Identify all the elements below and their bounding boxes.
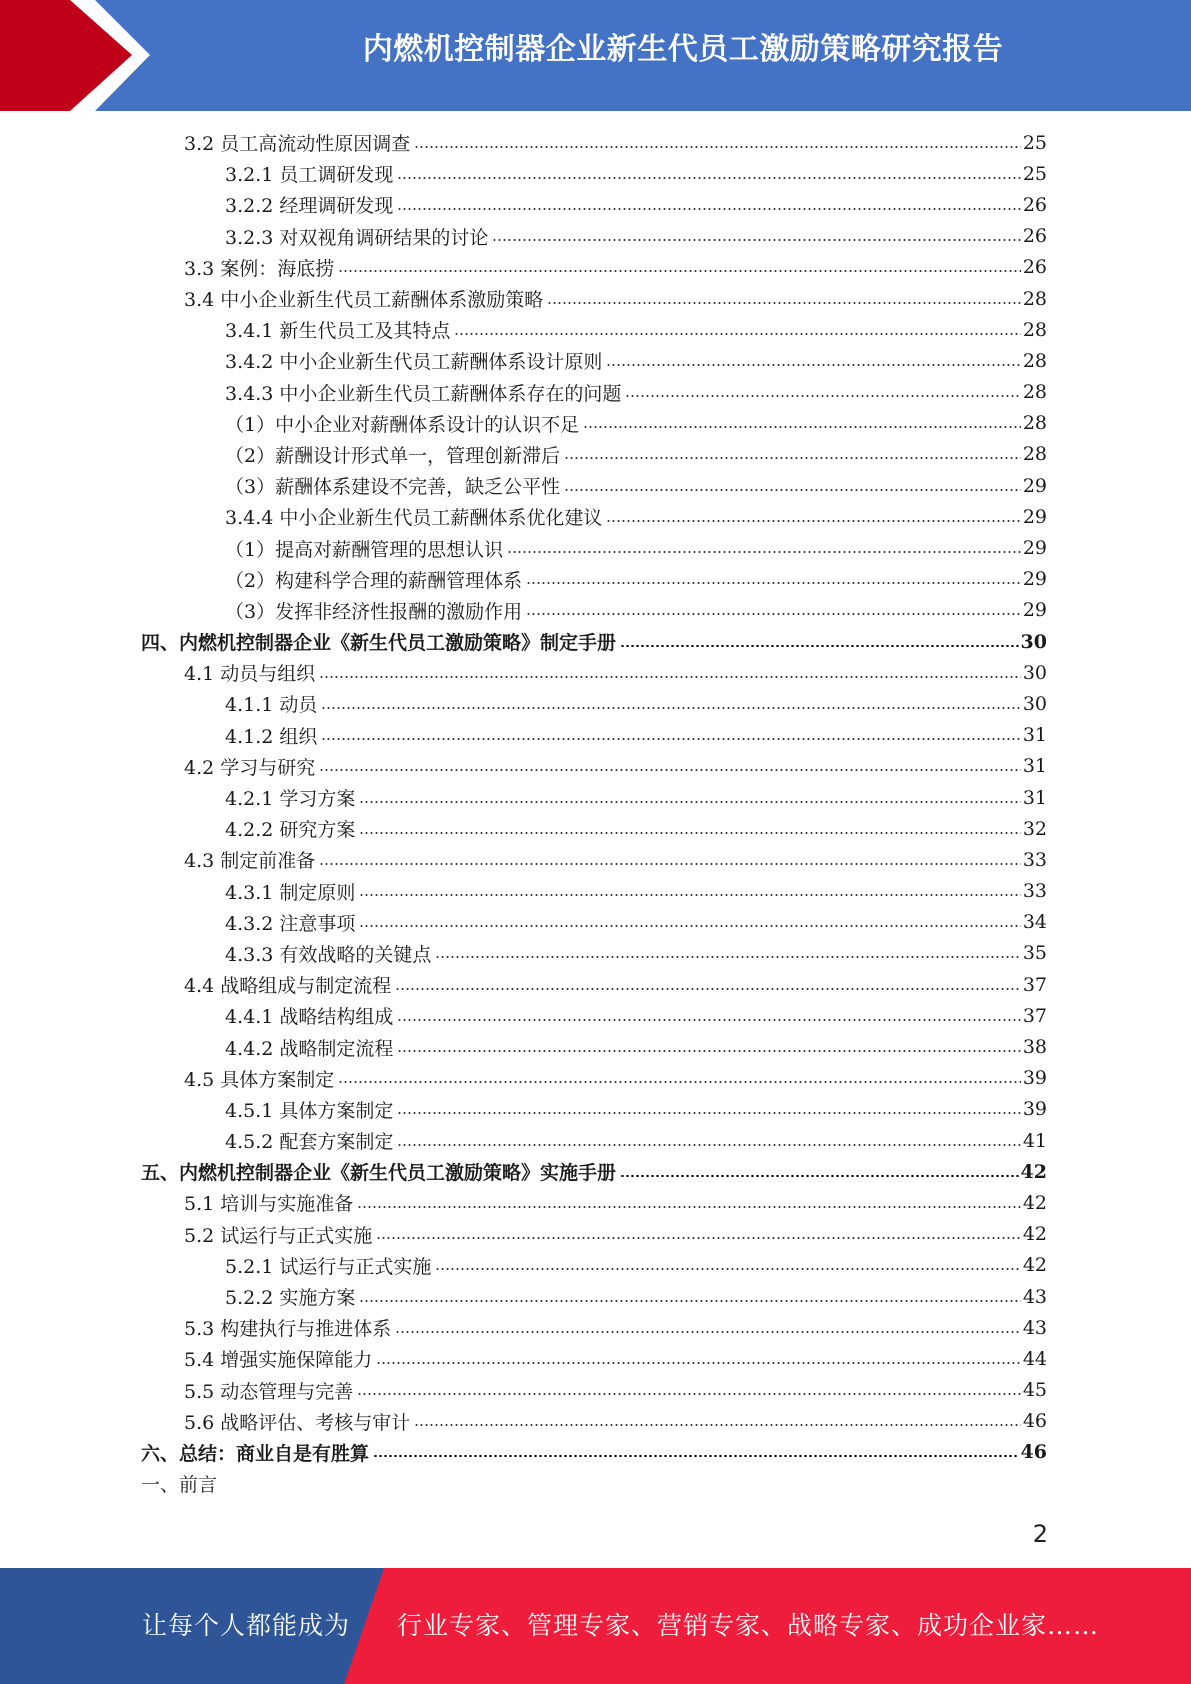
toc-entry-title: 3.2.3 对双视角调研结果的讨论 xyxy=(225,226,489,249)
toc-entry[interactable] xyxy=(0,595,1191,626)
toc-dot-leader xyxy=(319,863,1021,865)
toc-entry[interactable] xyxy=(0,564,1191,595)
toc-chapter-entry[interactable] xyxy=(0,1437,1191,1468)
toc-entry[interactable] xyxy=(0,969,1191,1000)
toc-entry[interactable] xyxy=(0,688,1191,719)
toc-dot-leader xyxy=(338,270,1021,272)
toc-dot-leader xyxy=(526,582,1021,584)
toc-entry-title: 5.4 增强实施保障能力 xyxy=(184,1349,373,1372)
toc-dot-leader xyxy=(454,333,1020,335)
table-of-contents xyxy=(0,127,1191,1499)
toc-page-number: 31 xyxy=(1022,755,1047,778)
toc-entry-title: （1）中小企业对薪酬体系设计的认识不足 xyxy=(225,413,580,436)
toc-page-number: 42 xyxy=(1022,1191,1047,1214)
toc-page-number: 28 xyxy=(1022,443,1047,466)
toc-dot-leader xyxy=(526,613,1021,615)
toc-entry-title: 4.2.2 研究方案 xyxy=(225,819,356,842)
toc-dot-leader xyxy=(564,457,1021,459)
toc-entry-title: 4.3.3 有效战略的关键点 xyxy=(225,943,432,966)
toc-dot-leader xyxy=(414,1424,1021,1426)
toc-dot-leader xyxy=(564,489,1021,491)
toc-page-number: 41 xyxy=(1022,1129,1047,1152)
page-number: 2 xyxy=(1032,1520,1048,1548)
toc-page-number: 28 xyxy=(1022,318,1047,341)
toc-entry[interactable] xyxy=(0,1094,1191,1125)
toc-dot-leader xyxy=(359,801,1020,803)
toc-entry[interactable] xyxy=(0,782,1191,813)
toc-page-number: 31 xyxy=(1022,724,1047,747)
toc-entry[interactable] xyxy=(0,1219,1191,1250)
toc-entry-title: （3）发挥非经济性报酬的激励作用 xyxy=(225,600,523,623)
footer-band xyxy=(0,1568,1191,1684)
toc-dot-leader xyxy=(397,177,1020,179)
toc-entry[interactable] xyxy=(0,470,1191,501)
toc-dot-leader xyxy=(376,1362,1021,1364)
toc-dot-leader xyxy=(373,1455,1019,1457)
toc-entry[interactable] xyxy=(0,127,1191,158)
toc-entry[interactable] xyxy=(0,221,1191,252)
toc-dot-leader xyxy=(547,302,1021,304)
toc-entry-title: 4.2.1 学习方案 xyxy=(225,788,356,811)
toc-dot-leader xyxy=(507,551,1021,553)
toc-page-number: 42 xyxy=(1020,1160,1047,1183)
toc-page-number: 29 xyxy=(1022,474,1047,497)
toc-entry-title: 4.1.1 动员 xyxy=(225,694,318,717)
toc-entry[interactable] xyxy=(0,1000,1191,1031)
toc-page-number: 30 xyxy=(1020,630,1047,653)
toc-entry[interactable] xyxy=(0,938,1191,969)
toc-entry-title: 4.3.2 注意事项 xyxy=(225,912,356,935)
header-arrow-icon xyxy=(0,0,160,111)
toc-entry-title: 4.4 战略组成与制定流程 xyxy=(184,975,392,998)
toc-entry-title: 5.2 试运行与正式实施 xyxy=(184,1224,373,1247)
header-band xyxy=(0,0,1191,111)
toc-page-number: 25 xyxy=(1022,162,1047,185)
toc-page-number: 37 xyxy=(1022,1004,1047,1027)
toc-page-number: 32 xyxy=(1022,817,1047,840)
toc-dot-leader xyxy=(625,395,1020,397)
toc-entry[interactable] xyxy=(0,189,1191,220)
toc-entry-title: （2）构建科学合理的薪酬管理体系 xyxy=(225,569,523,592)
toc-entry-title: 四、内燃机控制器企业《新生代员工激励策略》制定手册 xyxy=(141,632,617,655)
toc-dot-leader xyxy=(359,1300,1020,1302)
toc-entry[interactable] xyxy=(0,158,1191,189)
toc-entry[interactable] xyxy=(0,1468,1191,1499)
toc-dot-leader xyxy=(583,426,1021,428)
toc-page-number: 25 xyxy=(1022,131,1047,154)
toc-dot-leader xyxy=(319,676,1021,678)
toc-entry[interactable] xyxy=(0,314,1191,345)
toc-entry-title: 3.4.1 新生代员工及其特点 xyxy=(225,320,451,343)
toc-entry[interactable] xyxy=(0,377,1191,408)
toc-entry[interactable] xyxy=(0,408,1191,439)
toc-page-number: 42 xyxy=(1022,1254,1047,1277)
toc-entry-title: 4.5 具体方案制定 xyxy=(184,1068,335,1091)
toc-entry[interactable] xyxy=(0,751,1191,782)
toc-page-number: 33 xyxy=(1022,880,1047,903)
toc-dot-leader xyxy=(414,146,1021,148)
toc-entry[interactable] xyxy=(0,532,1191,563)
toc-page-number: 33 xyxy=(1022,848,1047,871)
toc-dot-leader xyxy=(395,988,1021,990)
toc-entry-title: 五、内燃机控制器企业《新生代员工激励策略》实施手册 xyxy=(141,1162,617,1185)
toc-page-number: 28 xyxy=(1022,349,1047,372)
toc-dot-leader xyxy=(359,832,1020,834)
toc-entry[interactable] xyxy=(0,720,1191,751)
toc-page-number: 38 xyxy=(1022,1036,1047,1059)
toc-entry[interactable] xyxy=(0,1250,1191,1281)
toc-page-number: 30 xyxy=(1022,661,1047,684)
toc-page-number: 35 xyxy=(1022,942,1047,965)
toc-entry[interactable] xyxy=(0,439,1191,470)
toc-page-number: 26 xyxy=(1022,193,1047,216)
toc-entry[interactable] xyxy=(0,1375,1191,1406)
footer-slogan-left: 让每个人都能成为 xyxy=(142,1611,351,1640)
toc-entry-title: 5.5 动态管理与完善 xyxy=(184,1380,354,1403)
toc-dot-leader xyxy=(435,956,1020,958)
toc-entry[interactable] xyxy=(0,907,1191,938)
toc-entry-title: 3.2 员工高流动性原因调查 xyxy=(184,133,411,156)
toc-page-number: 26 xyxy=(1022,256,1047,279)
toc-page-number: 44 xyxy=(1022,1347,1047,1370)
toc-dot-leader xyxy=(397,208,1020,210)
toc-page-number: 34 xyxy=(1022,911,1047,934)
toc-page-number: 29 xyxy=(1022,505,1047,528)
toc-entry-title: 4.3.1 制定原则 xyxy=(225,881,356,904)
toc-entry[interactable] xyxy=(0,876,1191,907)
toc-entry-title: 4.4.1 战略结构组成 xyxy=(225,1006,394,1029)
toc-entry[interactable] xyxy=(0,1187,1191,1218)
toc-entry-title: （3）薪酬体系建设不完善，缺乏公平性 xyxy=(225,476,561,499)
toc-dot-leader xyxy=(319,769,1021,771)
toc-entry-title: 5.2.1 试运行与正式实施 xyxy=(225,1255,432,1278)
toc-page-number: 29 xyxy=(1022,537,1047,560)
toc-dot-leader xyxy=(606,364,1020,366)
toc-entry-title: 3.4.3 中小企业新生代员工薪酬体系存在的问题 xyxy=(225,382,622,405)
toc-page-number: 26 xyxy=(1022,225,1047,248)
toc-entry-title: 3.4.4 中小企业新生代员工薪酬体系优化建议 xyxy=(225,507,603,530)
toc-entry-title: 4.1 动员与组织 xyxy=(184,663,316,686)
toc-page-number: 43 xyxy=(1022,1316,1047,1339)
toc-dot-leader xyxy=(395,1331,1021,1333)
toc-entry-title: 5.6 战略评估、考核与审计 xyxy=(184,1411,411,1434)
toc-page-number: 29 xyxy=(1022,599,1047,622)
toc-page-number: 29 xyxy=(1022,568,1047,591)
toc-dot-leader xyxy=(397,1112,1020,1114)
toc-dot-leader xyxy=(357,1206,1021,1208)
toc-entry[interactable] xyxy=(0,252,1191,283)
toc-entry-title: （1）提高对薪酬管理的思想认识 xyxy=(225,538,504,561)
toc-dot-leader xyxy=(492,239,1020,241)
toc-page-number: 39 xyxy=(1022,1098,1047,1121)
toc-entry[interactable] xyxy=(0,1343,1191,1374)
toc-entry[interactable] xyxy=(0,657,1191,688)
toc-entry-title: 5.1 培训与实施准备 xyxy=(184,1193,354,1216)
toc-dot-leader xyxy=(359,894,1020,896)
toc-entry[interactable] xyxy=(0,844,1191,875)
toc-entry[interactable] xyxy=(0,1406,1191,1437)
toc-page-number: 28 xyxy=(1022,381,1047,404)
toc-entry-title: 4.2 学习与研究 xyxy=(184,756,316,779)
toc-page-number: 30 xyxy=(1022,692,1047,715)
toc-dot-leader xyxy=(321,707,1020,709)
toc-entry-title: 4.5.2 配套方案制定 xyxy=(225,1131,394,1154)
toc-page-number: 46 xyxy=(1020,1441,1047,1464)
toc-entry-title: 3.4.2 中小企业新生代员工薪酬体系设计原则 xyxy=(225,351,603,374)
toc-dot-leader xyxy=(338,1081,1021,1083)
toc-dot-leader xyxy=(321,738,1020,740)
toc-page-number: 28 xyxy=(1022,412,1047,435)
toc-entry[interactable] xyxy=(0,1312,1191,1343)
toc-dot-leader xyxy=(606,520,1020,522)
toc-entry[interactable] xyxy=(0,501,1191,532)
toc-page-number: 42 xyxy=(1022,1223,1047,1246)
toc-entry-title: 5.2.2 实施方案 xyxy=(225,1287,356,1310)
toc-entry-title: 4.3 制定前准备 xyxy=(184,850,316,873)
toc-entry-title: 3.3 案例：海底捞 xyxy=(184,257,335,280)
document-title: 内燃机控制器企业新生代员工激励策略研究报告 xyxy=(362,32,1004,67)
toc-dot-leader xyxy=(357,1393,1021,1395)
toc-entry[interactable] xyxy=(0,1281,1191,1312)
toc-page-number: 43 xyxy=(1022,1285,1047,1308)
toc-entry-title: 六、总结：商业自是有胜算 xyxy=(141,1442,370,1465)
toc-entry[interactable] xyxy=(0,1125,1191,1156)
toc-page-number: 45 xyxy=(1022,1379,1047,1402)
toc-dot-leader xyxy=(397,1144,1020,1146)
toc-page-number: 46 xyxy=(1022,1410,1047,1433)
toc-dot-leader xyxy=(435,1268,1020,1270)
toc-entry[interactable] xyxy=(0,813,1191,844)
toc-entry-title: 4.4.2 战略制定流程 xyxy=(225,1037,394,1060)
toc-entry-title: 5.3 构建执行与推进体系 xyxy=(184,1318,392,1341)
toc-entry-title: 4.5.1 具体方案制定 xyxy=(225,1099,394,1122)
toc-chapter-entry[interactable] xyxy=(0,626,1191,657)
toc-dot-leader xyxy=(397,1019,1020,1021)
footer-slogan-right: 行业专家、管理专家、营销专家、战略专家、成功企业家…… xyxy=(397,1611,1100,1640)
toc-entry-title: 3.2.1 员工调研发现 xyxy=(225,164,394,187)
toc-entry-title: 3.4 中小企业新生代员工薪酬体系激励策略 xyxy=(184,289,544,312)
toc-page-number: 31 xyxy=(1022,786,1047,809)
toc-chapter-entry[interactable] xyxy=(0,1156,1191,1187)
toc-page-number: 37 xyxy=(1022,973,1047,996)
toc-entry[interactable] xyxy=(0,345,1191,376)
toc-dot-leader xyxy=(397,1050,1020,1052)
toc-entry[interactable] xyxy=(0,283,1191,314)
toc-dot-leader xyxy=(620,645,1019,647)
toc-entry[interactable] xyxy=(0,1063,1191,1094)
toc-entry[interactable] xyxy=(0,1031,1191,1062)
toc-page-number: 28 xyxy=(1022,287,1047,310)
toc-dot-leader xyxy=(359,925,1020,927)
toc-entry-title: 3.2.2 经理调研发现 xyxy=(225,195,394,218)
toc-entry-title: （2）薪酬设计形式单一，管理创新滞后 xyxy=(225,444,561,467)
toc-entry-title: 4.1.2 组织 xyxy=(225,725,318,748)
toc-dot-leader xyxy=(620,1175,1019,1177)
toc-page-number: 39 xyxy=(1022,1067,1047,1090)
toc-entry-title: 一、前言 xyxy=(141,1474,218,1497)
toc-dot-leader xyxy=(376,1237,1021,1239)
